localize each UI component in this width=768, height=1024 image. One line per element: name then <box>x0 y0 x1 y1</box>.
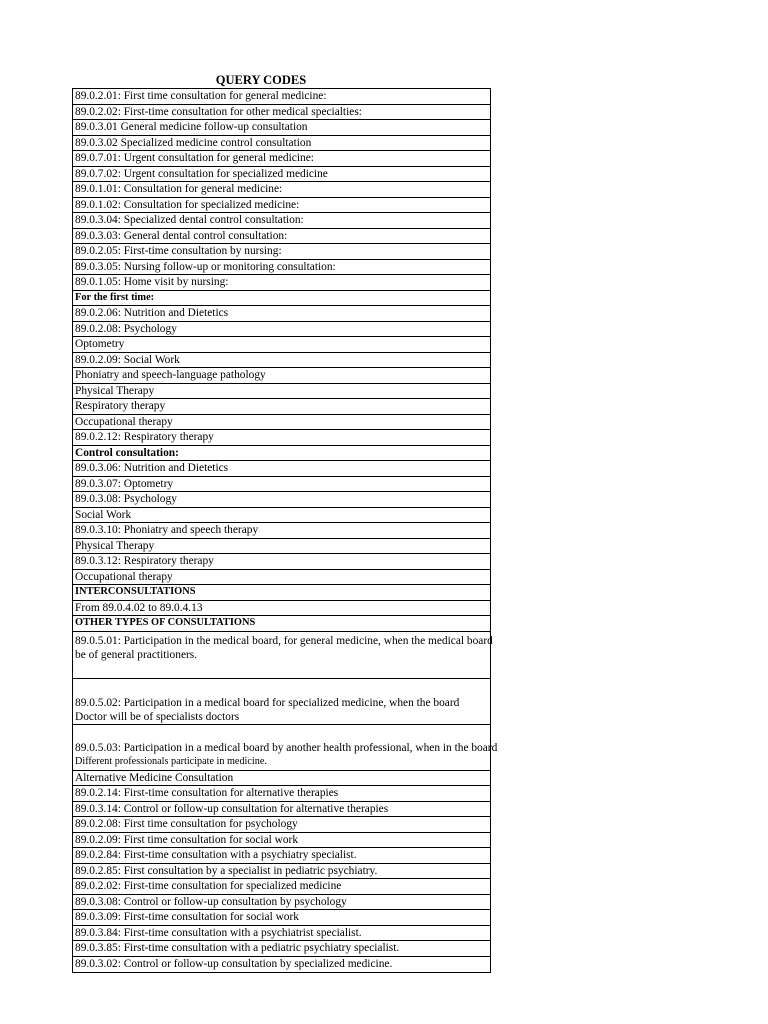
table-row: 89.0.2.14: First-time consultation for alternative therapies <box>73 786 490 802</box>
table-row: 89.0.3.08: Psychology <box>73 492 490 508</box>
table-row: 89.0.2.02: First-time consultation for other medical specialties: <box>73 105 490 121</box>
table-row: Physical Therapy <box>73 539 490 555</box>
row-text-line: 89.0.5.03: Participation in a medical board by another health professional, when in the board <box>75 741 498 754</box>
row-text-line: Doctor will be of specialists doctors <box>75 710 240 723</box>
table-row: 89.0.7.02: Urgent consultation for specialized medicine <box>73 167 490 183</box>
document-title: QUERY CODES <box>215 73 307 87</box>
table-row <box>73 679 490 725</box>
table-row: 89.0.3.03: General dental control consultation: <box>73 229 490 245</box>
table-row: 89.0.2.06: Nutrition and Dietetics <box>73 306 490 322</box>
row-text-line: 89.0.5.01: Participation in the medical board, for general medicine, when the medical board <box>75 634 493 647</box>
table-row: Optometry <box>73 337 490 353</box>
table-row: 89.0.3.02 Specialized medicine control consultation <box>73 136 490 152</box>
table-row: Occupational therapy <box>73 570 490 586</box>
table-row: 89.0.3.07: Optometry <box>73 477 490 493</box>
table-row: Control consultation: <box>73 446 490 462</box>
table-row: 89.0.3.01 General medicine follow-up consultation <box>73 120 490 136</box>
table-row: 89.0.3.02: Control or follow-up consultation by specialized medicine. <box>75 957 393 970</box>
table-row: INTERCONSULTATIONS <box>73 585 490 601</box>
row-text-line: be of general practitioners. <box>75 648 198 661</box>
table-row: 89.0.2.08: Psychology <box>73 322 490 338</box>
table-row: 89.0.3.10: Phoniatry and speech therapy <box>73 523 490 539</box>
table-row: 89.0.2.84: First-time consultation with a psychiatry specialist. <box>73 848 490 864</box>
row-text-line: 89.0.5.02: Participation in a medical board for specialized medicine, when the board <box>75 696 460 709</box>
table-row: Social Work <box>73 508 490 524</box>
table-row: 89.0.2.01: First time consultation for general medicine: <box>73 89 490 105</box>
table-row: For the first time: <box>73 291 490 307</box>
table-row: 89.0.2.08: First time consultation for psychology <box>73 817 490 833</box>
table-row: 89.0.3.09: First-time consultation for social work <box>73 910 490 926</box>
table-row: 89.0.1.01: Consultation for general medicine: <box>73 182 490 198</box>
table-row: 89.0.2.09: Social Work <box>73 353 490 369</box>
table-row: Phoniatry and speech-language pathology <box>73 368 490 384</box>
table-row: From 89.0.4.02 to 89.0.4.13 <box>73 601 490 617</box>
table-row: 89.0.2.85: First consultation by a specialist in pediatric psychiatry. <box>73 864 490 880</box>
table-row: 89.0.2.09: First time consultation for social work <box>73 833 490 849</box>
table-row: OTHER TYPES OF CONSULTATIONS <box>73 616 490 632</box>
table-row: 89.0.3.85: First-time consultation with a pediatric psychiatry specialist. <box>73 941 490 957</box>
table-row: 89.0.1.05: Home visit by nursing: <box>73 275 490 291</box>
table-row: 89.0.3.84: First-time consultation with a psychiatrist specialist. <box>73 926 490 942</box>
table-row: 89.0.3.06: Nutrition and Dietetics <box>73 461 490 477</box>
table-row <box>73 632 493 679</box>
table-row <box>73 725 498 771</box>
table-row: 89.0.2.02: First-time consultation for specialized medicine <box>73 879 490 895</box>
table-row: 89.0.2.12: Respiratory therapy <box>73 430 490 446</box>
table-row: 89.0.1.02: Consultation for specialized medicine: <box>73 198 490 214</box>
table-row: 89.0.3.08: Control or follow-up consultation by psychology <box>73 895 490 911</box>
table-row: 89.0.7.01: Urgent consultation for general medicine: <box>73 151 490 167</box>
table-row: Physical Therapy <box>73 384 490 400</box>
query-codes-table <box>72 88 498 973</box>
table-row: 89.0.3.14: Control or follow-up consultation for alternative therapies <box>73 802 490 818</box>
table-row: Alternative Medicine Consultation <box>73 771 490 787</box>
table-row: Occupational therapy <box>73 415 490 431</box>
row-text-line: Different professionals participate in medicine. <box>75 755 267 767</box>
table-row: Respiratory therapy <box>73 399 490 415</box>
table-row: 89.0.3.04: Specialized dental control consultation: <box>73 213 490 229</box>
table-row: 89.0.3.12: Respiratory therapy <box>73 554 490 570</box>
table-row: 89.0.2.05: First-time consultation by nursing: <box>73 244 490 260</box>
table-row: 89.0.3.05: Nursing follow-up or monitoring consultation: <box>73 260 490 276</box>
